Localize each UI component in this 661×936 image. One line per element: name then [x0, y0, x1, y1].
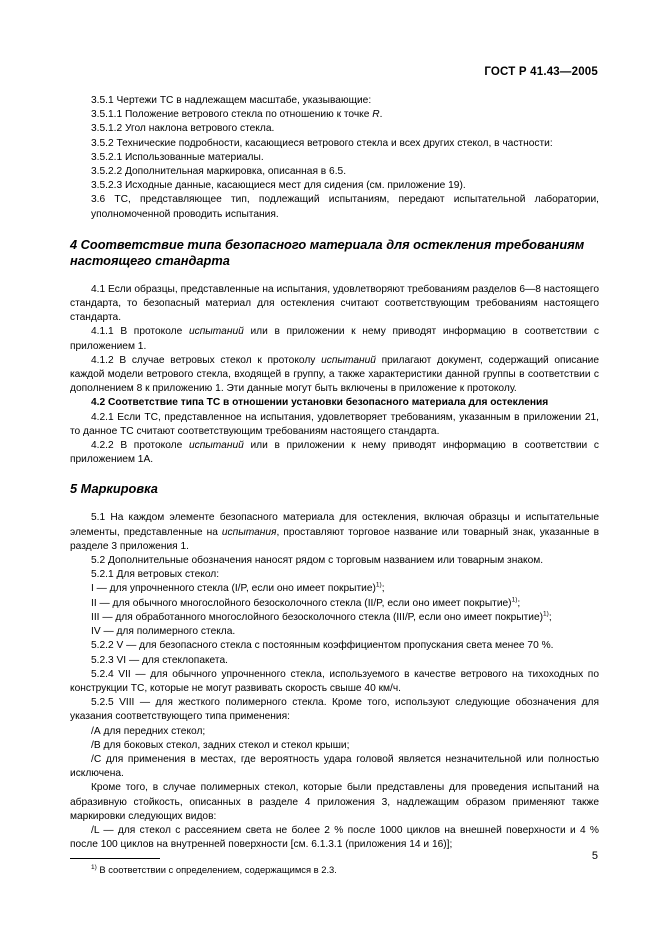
document-header: ГОСТ Р 41.43—2005 [484, 66, 598, 78]
item-c: /С для применения в местах, где вероятность удара головой является незначительной или полностью исключена. [70, 753, 599, 780]
para-4-2: 4.2 Соответствие типа ТС в отношении установки безопасного материала для остекления [91, 397, 549, 409]
item-a: /А для передних стекол; [91, 725, 206, 737]
item-b: /В для боковых стекол, задних стекол и стекол крыши; [91, 739, 350, 751]
para-4-1: 4.1 Если образцы, представленные на испытания, удовлетворяют требованиям разделов 6—8 настоящего стандарта, то безопасный материал для остекления считают соответствующим требованиям настоящего стандарта. [70, 283, 599, 324]
section-4-heading: 4 Соответствие типа безопасного материала для остекления требованиям настоящего стандарта [70, 236, 585, 268]
para-4-2-2: 4.2.2 В протоколе испытаний или в приложении к нему приводят информацию в соответствии с приложением 1А. [70, 440, 599, 466]
page-content [70, 94, 600, 878]
section-5-heading: 5 Маркировка [70, 481, 158, 497]
item-iii: III — для обработанного многослойного безосколочного стекла (III/P, если оно имеет покрытие)$^{1)}$; [91, 610, 552, 623]
point-r: R [372, 109, 380, 121]
footnote-separator [70, 858, 160, 859]
para-5-2-1: 5.2.1 Для ветровых стекол: [91, 569, 220, 581]
para-3-5-1: 3.5.1 Чертежи ТС в надлежащем масштабе, указывающие: [91, 95, 372, 106]
page-number: 5 [591, 850, 598, 862]
item-ii: II — для обычного многослойного безосколочного стекла (II/P, если оно имеет покрытие)$^{1)}$; [91, 596, 521, 609]
para-5-2-2: 5.2.2 V — для безопасного стекла с постоянным коэффициентом пропускания света менее 70 %. [91, 640, 554, 652]
para-more: Кроме того, в случае полимерных стекол, которые были представлены для проведения испытаний на абразивную стойкость, описанных в разделе 4 приложения 3, надлежащим образом применяют также маркировки следующих видов: [70, 782, 599, 822]
para-3-6: 3.6 ТС, представляющее тип, подлежащий испытаниям, передают испытательной лаборатории, уполномоченной проводить испытания. [91, 194, 599, 220]
para-4-1-2: 4.1.2 В случае ветровых стекол к протоколу испытаний прилагают документ, содержащий описание каждой модели ветрового стекла, входящей в группу, а также характеристики данной группы в соответствии с дополнением 8 к приложению 1. Эти данные могут быть включены в приложение к протоколу. [70, 354, 600, 395]
para-5-2: 5.2 Дополнительные обозначения наносят рядом с торговым названием или товарным знаком. [91, 555, 544, 567]
para-3-5-2-2: 3.5.2.2 Дополнительная маркировка, описанная в 6.5. [91, 166, 347, 178]
footnote: $^{1)}$ В соответствии с определением, содержащимся в 2.3. [91, 864, 337, 876]
para-4-1-1: 4.1.1 В протоколе испытаний или в приложении к нему приводят информацию в соответствии с приложением 1. [70, 326, 599, 352]
para-5-2-3: 5.2.3 VI — для стеклопакета. [91, 654, 228, 666]
para-5-1: 5.1 На каждом элементе безопасного материала для остекления, включая образцы и испытательные элементы, представленные на испытания, проставляют торговое название или товарный знак, указанные в разделе 3 приложения 1. [70, 512, 600, 552]
item-iv: IV — для полимерного стекла. [91, 626, 236, 638]
para-3-5-2-1: 3.5.2.1 Использованные материалы. [91, 151, 264, 163]
para-4-2-1: 4.2.1 Если ТС, представленное на испытания, удовлетворяет требованиям, указанным в приложении 21, то данное ТС считают соответствующим требованиям настоящего стандарта. [70, 411, 599, 437]
para-3-5-1-2: 3.5.1.2 Угол наклона ветрового стекла. [91, 123, 275, 135]
para-5-2-5: 5.2.5 VIII — для жесткого полимерного стекла. Кроме того, используют следующие обозначения для указания соответствующего типа применения: [70, 697, 599, 723]
item-i: I — для упрочненного стекла (I/P, если оно имеет покрытие)$^{1)}$; [91, 582, 385, 595]
para-3-5-2-3: 3.5.2.3 Исходные данные, касающиеся мест для сидения (см. приложение 19). [91, 180, 466, 192]
para-3-5-1-1: 3.5.1.1 Положение ветрового стекла по отношению к точке R. [91, 109, 383, 121]
item-l: /L — для стекол с рассеянием света не более 2 % после 1000 циклов на внешней поверхности и 4 % после 100 циклов на внутренней поверхности [см. 6.1.3.1 (приложения 14 и 16)]; [70, 824, 599, 851]
para-5-2-4: 5.2.4 VII — для обычного упрочненного стекла, используемого в качестве ветрового на тихоходных по конструкции ТС, которые не могут развивать скорость свыше 40 км/ч. [70, 668, 599, 694]
para-3-5-2: 3.5.2 Технические подробности, касающиеся ветрового стекла и всех других стекол, в частности: [91, 137, 553, 149]
